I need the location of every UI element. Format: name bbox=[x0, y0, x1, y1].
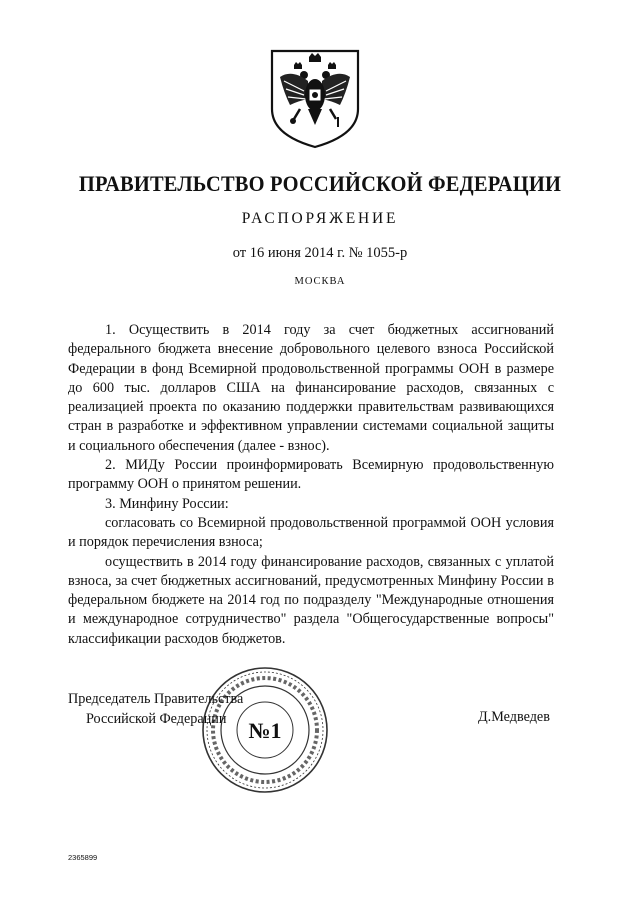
document-type: РАСПОРЯЖЕНИЕ bbox=[241, 210, 399, 227]
paragraph-3-item-2: осуществить в 2014 году финансирование расходов, связанных с уплатой взноса, за счет бюджетных ассигнований, предусмотренных Минфину России в федеральном бюджете на 2014 год по подразделу "Международные отношения и международное сотрудничество" раздела "Общегосударственные вопросы" классификации расходов бюджетов. bbox=[68, 553, 554, 647]
signature-position-line1: Председатель Правительства bbox=[68, 691, 244, 707]
signature-position-line2: Российской Федерации bbox=[86, 710, 227, 727]
paragraph-3: 3. Минфину России: bbox=[105, 495, 229, 512]
seal-number: №1 bbox=[248, 718, 282, 743]
document-id: 2365899 bbox=[68, 853, 98, 862]
official-seal-stamp bbox=[200, 665, 330, 795]
paragraph-2: 2. МИДу России проинформировать Всемирную продовольственную программу ООН о принятом решении. bbox=[68, 457, 554, 493]
government-title: ПРАВИТЕЛЬСТВО РОССИЙСКОЙ ФЕДЕРАЦИИ bbox=[78, 171, 562, 196]
paragraph-3-item-1: согласовать со Всемирной продовольственной программой ООН условия и порядок перечисления взноса; bbox=[68, 514, 554, 551]
document-date-number: от 16 июня 2014 г. № 1055-р bbox=[232, 245, 408, 261]
signatory-name: Д.Медведев bbox=[478, 709, 550, 725]
document-body bbox=[68, 321, 554, 649]
paragraph-1: 1. Осуществить в 2014 году за счет бюджетных ассигнований федерального бюджета внесение добровольного целевого взноса Российской Федерации в фонд Всемирной продовольственной программы ООН в размере до 600 тыс. долларов США на финансирование расходов, связанных с реализацией проекта по оказанию поддержки правительствам развивающихся стран в разработке и эффективном управлении системами социальной защиты и социального обеспечения (далее - взнос). bbox=[68, 322, 554, 454]
coat-of-arms-emblem bbox=[268, 47, 362, 151]
signature-position bbox=[68, 690, 243, 729]
document-city: МОСКВА bbox=[294, 276, 346, 287]
